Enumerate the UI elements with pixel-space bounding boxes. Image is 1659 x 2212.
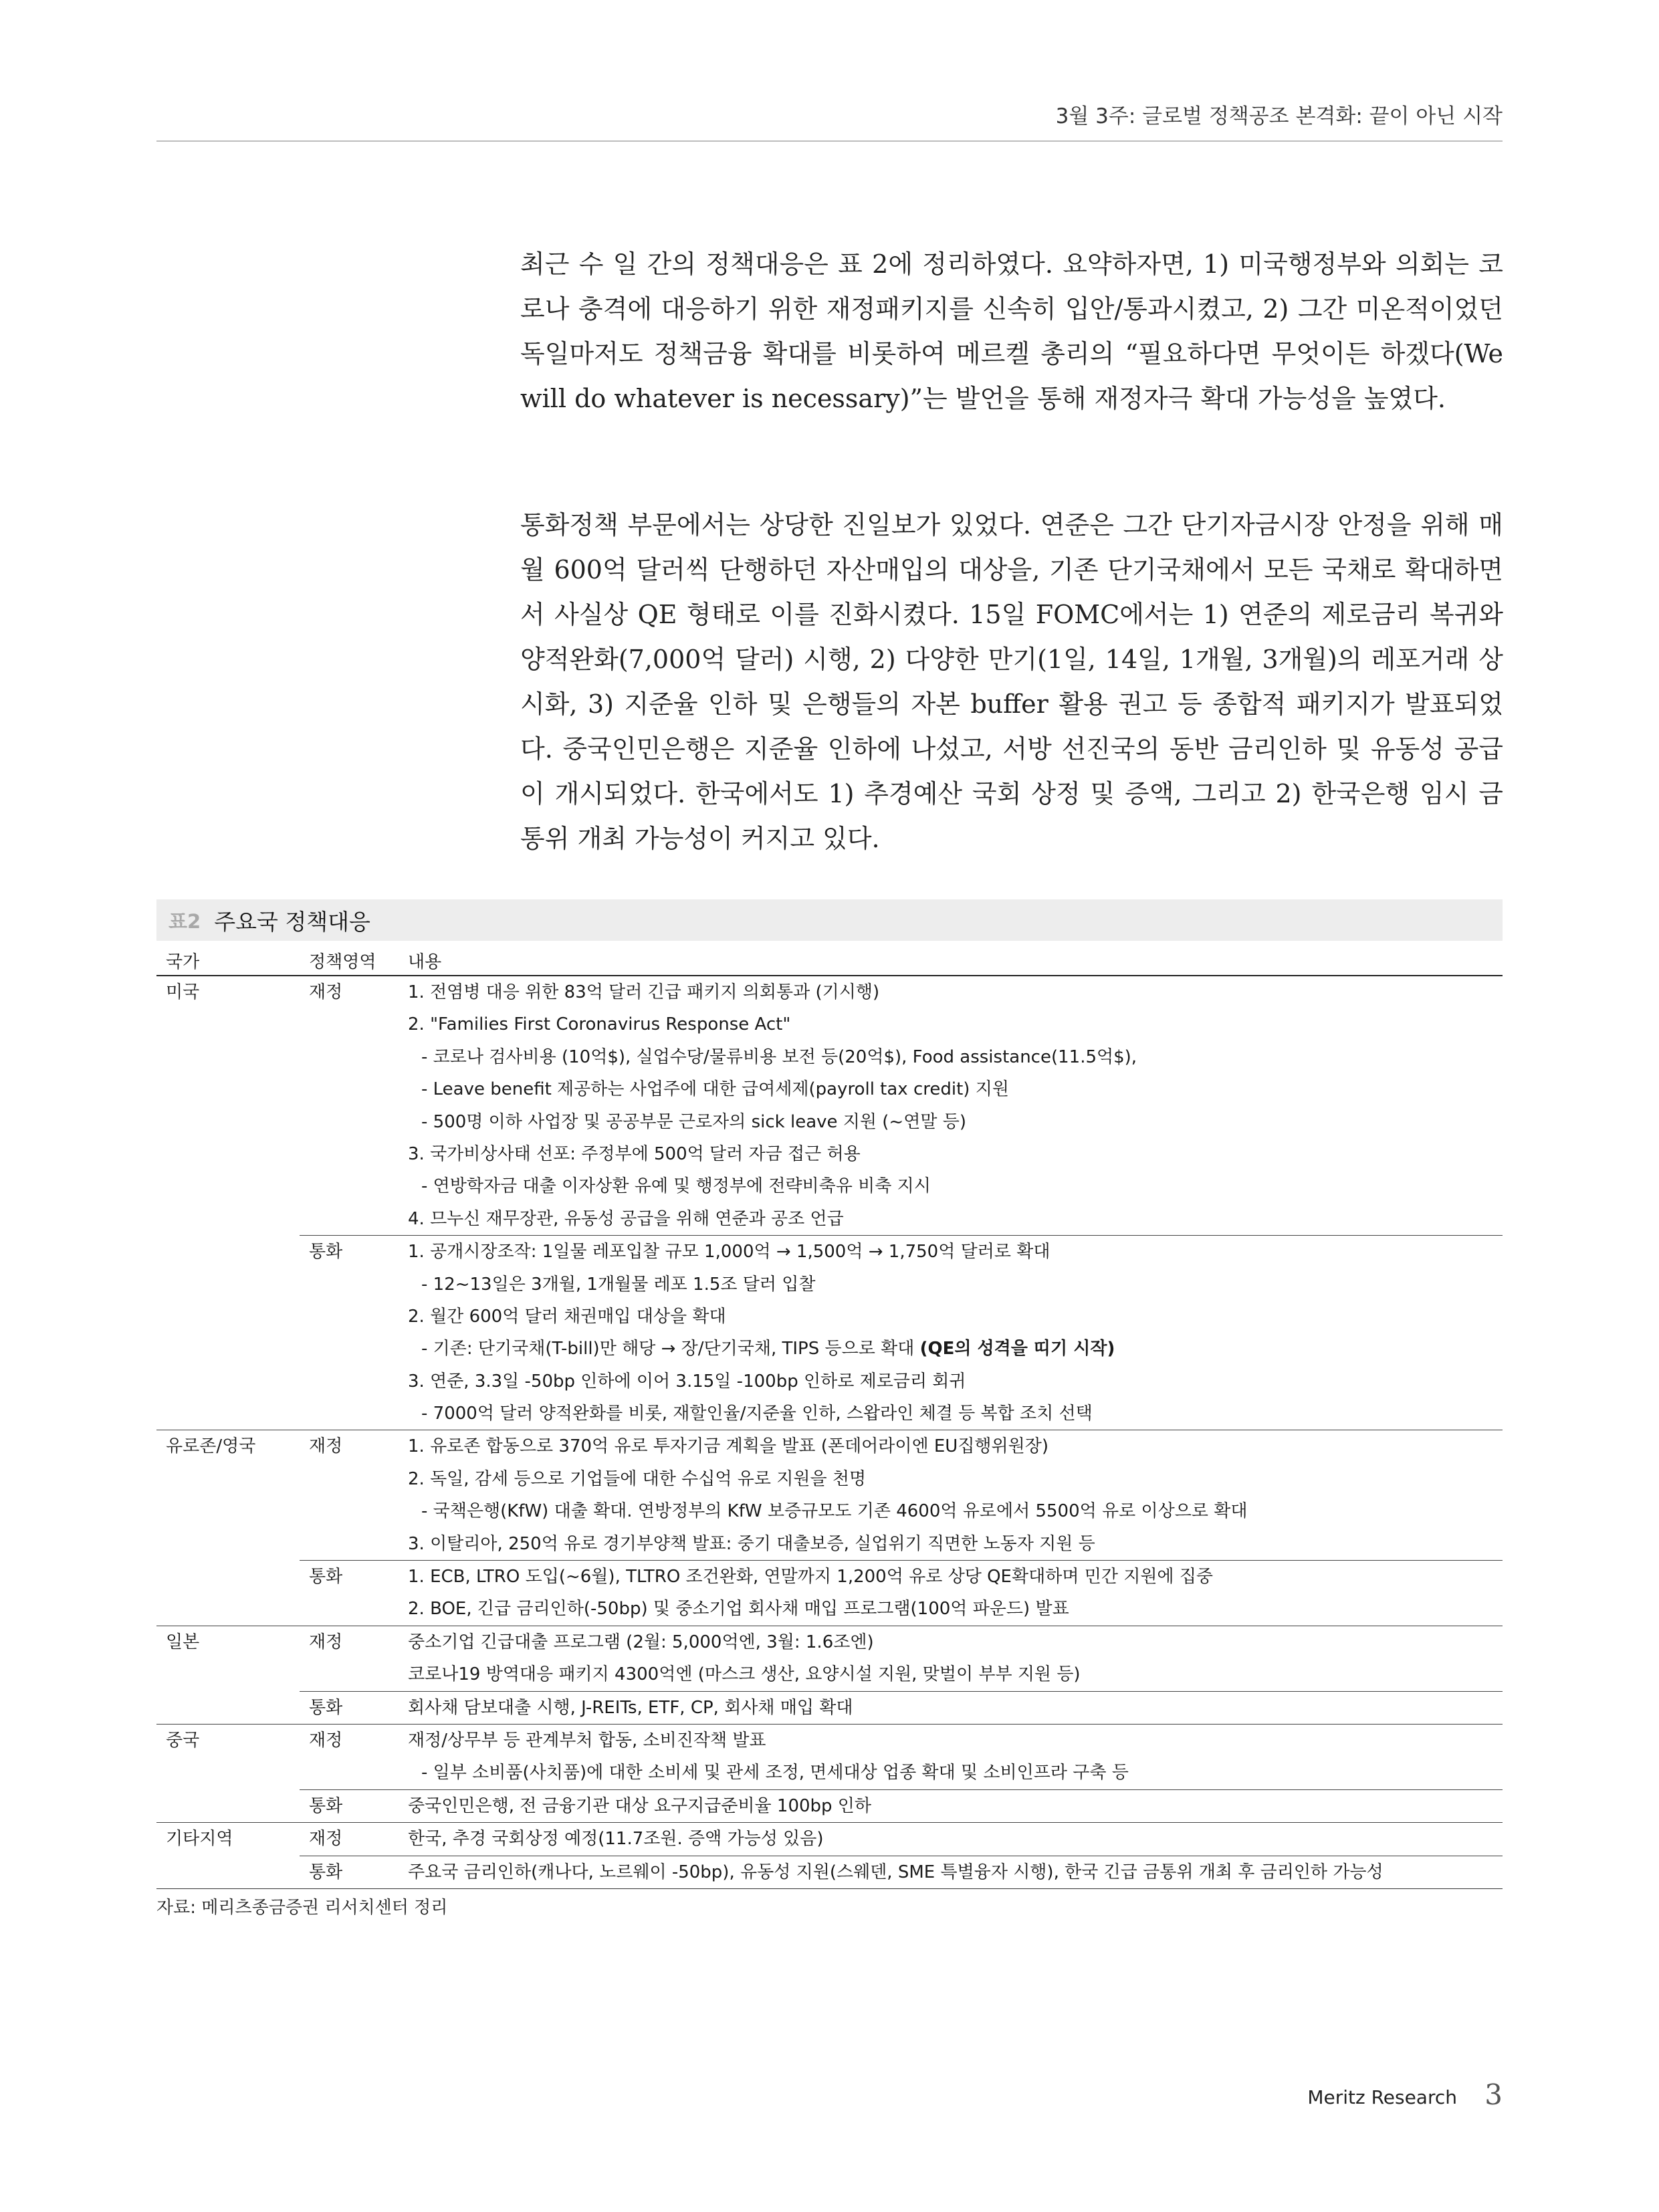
content-line xyxy=(408,1593,1503,1625)
content-line xyxy=(408,1430,1503,1462)
header-content: 내용 xyxy=(399,946,1503,976)
content-line xyxy=(408,1528,1503,1560)
content-line xyxy=(408,1725,1503,1757)
header-title: 3월 3주: 글로벌 정책공조 본격화: 끝이 아닌 시작 xyxy=(1055,104,1503,128)
content-line-text: 3. 국가비상사태 선포: 주정부에 500억 달러 자금 접근 허용 xyxy=(408,1143,861,1164)
cell-policy-area: 통화 xyxy=(300,1236,399,1430)
table-row xyxy=(156,1823,1503,1856)
cell-policy-area: 재정 xyxy=(309,982,343,1002)
table-row xyxy=(156,1561,1503,1626)
cell-country xyxy=(156,1561,300,1626)
content-line-text: 2. 월간 600억 달러 채권매입 대상을 확대 xyxy=(408,1306,726,1327)
content-line-text: 1. 공개시장조작: 1일물 레포입찰 규모 1,000억 → 1,500억 → 1,750억 달러로 확대 xyxy=(408,1242,1050,1262)
content-line xyxy=(408,1561,1503,1593)
table-header-row xyxy=(156,946,1503,976)
content-line xyxy=(408,1138,1503,1170)
content-line-text: 재정/상무부 등 관계부처 합동, 소비진작책 발표 xyxy=(408,1731,766,1751)
content-line-text: 2. BOE, 긴급 금리인하(-50bp) 및 중소기업 회사채 매입 프로그램(100억 파운드) 발표 xyxy=(408,1599,1069,1620)
content-line xyxy=(408,1170,1503,1202)
footer-brand: Meritz Research xyxy=(1307,2086,1457,2108)
cell-country: 일본 xyxy=(156,1626,300,1691)
cell-content xyxy=(399,1430,1503,1561)
content-line-text: 1. 전염병 대응 위한 83억 달러 긴급 패키지 의회통과 (기시행) xyxy=(408,982,880,1002)
content-line xyxy=(408,1333,1503,1365)
cell-content xyxy=(399,1725,1503,1790)
table-row xyxy=(156,1691,1503,1724)
content-line-text: 주요국 금리인하(캐나다, 노르웨이 -50bp), 유동성 지원(스웨덴, SME 특별융자 시행), 한국 긴급 금통위 개최 후 금리인하 가능성 xyxy=(408,1862,1384,1882)
cell-policy-area: 재정 xyxy=(300,1430,399,1561)
table-row xyxy=(156,976,1503,1236)
content-bold-note: (QE의 성격을 띠기 시작) xyxy=(919,1339,1115,1359)
content-line xyxy=(408,1398,1503,1430)
content-line xyxy=(408,1073,1503,1105)
content-line xyxy=(408,1041,1503,1073)
content-line xyxy=(408,1692,1503,1724)
policy-table xyxy=(156,946,1503,1889)
content-line xyxy=(408,1823,1503,1855)
cell-content xyxy=(399,976,1503,1236)
cell-policy-area: 재정 xyxy=(300,1823,399,1856)
content-line xyxy=(408,1203,1503,1235)
content-line-text: - 500명 이하 사업장 및 공공부문 근로자의 sick leave 지원 (~연말 등) xyxy=(421,1111,966,1132)
content-line xyxy=(408,976,1503,1008)
content-line xyxy=(408,1495,1503,1527)
content-line xyxy=(408,1463,1503,1495)
table-title-bar xyxy=(156,899,1503,941)
content-line xyxy=(408,1236,1503,1268)
cell-content xyxy=(399,1856,1503,1888)
content-line xyxy=(408,1658,1503,1690)
content-line xyxy=(408,1365,1503,1398)
cell-country: 유로존/영국 xyxy=(156,1430,300,1561)
content-line-text: - 12~13일은 3개월, 1개월물 레포 1.5조 달러 입찰 xyxy=(421,1274,816,1295)
content-line-text: - 국책은행(KfW) 대출 확대. 연방정부의 KfW 보증규모도 기존 4600억 유로에서 5500억 유로 이상으로 확대 xyxy=(421,1501,1248,1522)
cell-country: 중국 xyxy=(156,1725,300,1790)
table-row xyxy=(156,1626,1503,1691)
cell-content xyxy=(399,1823,1503,1856)
cell-policy-area: 통화 xyxy=(300,1856,399,1888)
cell-content xyxy=(399,1789,1503,1822)
content-line xyxy=(408,1008,1503,1040)
content-line-text: 2. "Families First Coronavirus Response Act" xyxy=(408,1014,791,1035)
cell-content xyxy=(399,1561,1503,1626)
header-country: 국가 xyxy=(156,946,300,976)
table-row xyxy=(156,1236,1503,1430)
content-line xyxy=(408,1856,1503,1888)
table-row xyxy=(156,1789,1503,1822)
content-line-text: - 코로나 검사비용 (10억$), 실업수당/물류비용 보전 등(20억$), Food assistance(11.5억$), xyxy=(421,1046,1137,1067)
body-paragraph-1: 최근 수 일 간의 정책대응은 표 2에 정리하였다. 요약하자면, 1) 미국행정부와 의회는 코로나 충격에 대응하기 위한 재정패키지를 신속히 입안/통과시켰고, 2) 그간 미온적이었던 독일마저도 정책금융 확대를 비롯하여 메르켈 총리의 “필요하다면 무엇이든 하겠다(We will do whatever is necessary)”는 발언을 통해 재정자극 확대 가능성을 높였다. xyxy=(520,249,1503,413)
cell-content xyxy=(399,1691,1503,1724)
body-paragraph-2: 통화정책 부문에서는 상당한 진일보가 있었다. 연준은 그간 단기자금시장 안정을 위해 매월 600억 달러씩 단행하던 자산매입의 대상을, 기존 단기국채에서 모든 국채로 확대하면서 사실상 QE 형태로 이를 진화시켰다. 15일 FOMC에서는 1) 연준의 제로금리 복귀와 양적완화(7,000억 달러) 시행, 2) 다양한 만기(1일, 14일, 1개월, 3개월)의 레포거래 상시화, 3) 지준율 인하 및 은행들의 자본 buffer 활용 권고 등 종합적 패키지가 발표되었다. 중국인민은행은 지준율 인하에 나섰고, 서방 선진국의 동반 금리인하 및 유동성 공급이 개시되었다. 한국에서도 1) 추경예산 국회 상정 및 증액, 그리고 2) 한국은행 임시 금통위 개최 가능성이 커지고 있다. xyxy=(520,510,1503,853)
content-line-text: 코로나19 방역대응 패키지 4300억엔 (마스크 생산, 요양시설 지원, 맞벌이 부부 지원 등) xyxy=(408,1664,1081,1685)
header-policy-area: 정책영역 xyxy=(300,946,399,976)
table-title: 주요국 정책대응 xyxy=(214,908,370,935)
content-line-text: 4. 므누신 재무장관, 유동성 공급을 위해 연준과 공조 언급 xyxy=(408,1208,844,1229)
content-line-text: - Leave benefit 제공하는 사업주에 대한 급여세제(payroll tax credit) 지원 xyxy=(421,1079,1009,1100)
content-line-text: 중소기업 긴급대출 프로그램 (2월: 5,000억엔, 3월: 1.6조엔) xyxy=(408,1632,874,1652)
cell-country: 기타지역 xyxy=(156,1823,300,1856)
header-divider xyxy=(156,140,1503,142)
cell-content xyxy=(399,1236,1503,1430)
cell-policy-area: 재정 xyxy=(300,1725,399,1790)
content-line xyxy=(408,1757,1503,1789)
content-line-text: - 기존: 단기국채(T-bill)만 해당 → 장/단기국채, TIPS 등으로 확대 xyxy=(421,1339,920,1359)
content-line xyxy=(408,1626,1503,1658)
cell-country xyxy=(156,1691,300,1724)
content-line xyxy=(408,1790,1503,1822)
content-line-text: 한국, 추경 국회상정 예정(11.7조원. 증액 가능성 있음) xyxy=(408,1829,824,1850)
content-line-text: 회사채 담보대출 시행, J-REITs, ETF, CP, 회사채 매입 확대 xyxy=(408,1697,853,1718)
cell-country xyxy=(156,1856,300,1888)
cell-country xyxy=(156,1789,300,1822)
source-note: 자료: 메리츠종금증권 리서치센터 정리 xyxy=(156,1898,448,1918)
table-label: 표2 xyxy=(169,909,201,933)
content-line-text: - 7000억 달러 양적완화를 비롯, 재할인율/지준율 인하, 스왑라인 체결 등 복합 조치 선택 xyxy=(421,1404,1093,1424)
table-row xyxy=(156,1725,1503,1790)
content-line-text: 3. 이탈리아, 250억 유로 경기부양책 발표: 중기 대출보증, 실업위기 직면한 노동자 지원 등 xyxy=(408,1533,1095,1554)
content-line-text: - 연방학자금 대출 이자상환 유예 및 행정부에 전략비축유 비축 지시 xyxy=(421,1176,931,1197)
content-line-text: 중국인민은행, 전 금융기관 대상 요구지급준비율 100bp 인하 xyxy=(408,1795,872,1816)
table-row xyxy=(156,1856,1503,1888)
page-number: 3 xyxy=(1484,2078,1503,2111)
cell-policy-area: 통화 xyxy=(300,1561,399,1626)
content-line xyxy=(408,1268,1503,1301)
content-line xyxy=(408,1106,1503,1138)
content-line-text: - 일부 소비품(사치품)에 대한 소비세 및 관세 조정, 면세대상 업종 확대 및 소비인프라 구축 등 xyxy=(421,1763,1129,1783)
cell-country: 미국 xyxy=(166,982,200,1002)
content-line-text: 2. 독일, 감세 등으로 기업들에 대한 수십억 유로 지원을 천명 xyxy=(408,1468,867,1489)
cell-policy-area: 재정 xyxy=(300,1626,399,1691)
content-line-text: 1. 유로존 합동으로 370억 유로 투자기금 계획을 발표 (폰데어라이엔 EU집행위원장) xyxy=(408,1436,1049,1457)
content-line-text: 3. 연준, 3.3일 -50bp 인하에 이어 3.15일 -100bp 인하로 제로금리 회귀 xyxy=(408,1371,966,1392)
content-line-text: 1. ECB, LTRO 도입(~6월), TLTRO 조건완화, 연말까지 1,200억 유로 상당 QE확대하며 민간 지원에 집중 xyxy=(408,1567,1214,1587)
cell-country xyxy=(156,1236,300,1430)
cell-policy-area: 통화 xyxy=(300,1691,399,1724)
table-row xyxy=(156,1430,1503,1561)
content-line xyxy=(408,1301,1503,1333)
cell-content xyxy=(399,1626,1503,1691)
cell-policy-area: 통화 xyxy=(300,1789,399,1822)
